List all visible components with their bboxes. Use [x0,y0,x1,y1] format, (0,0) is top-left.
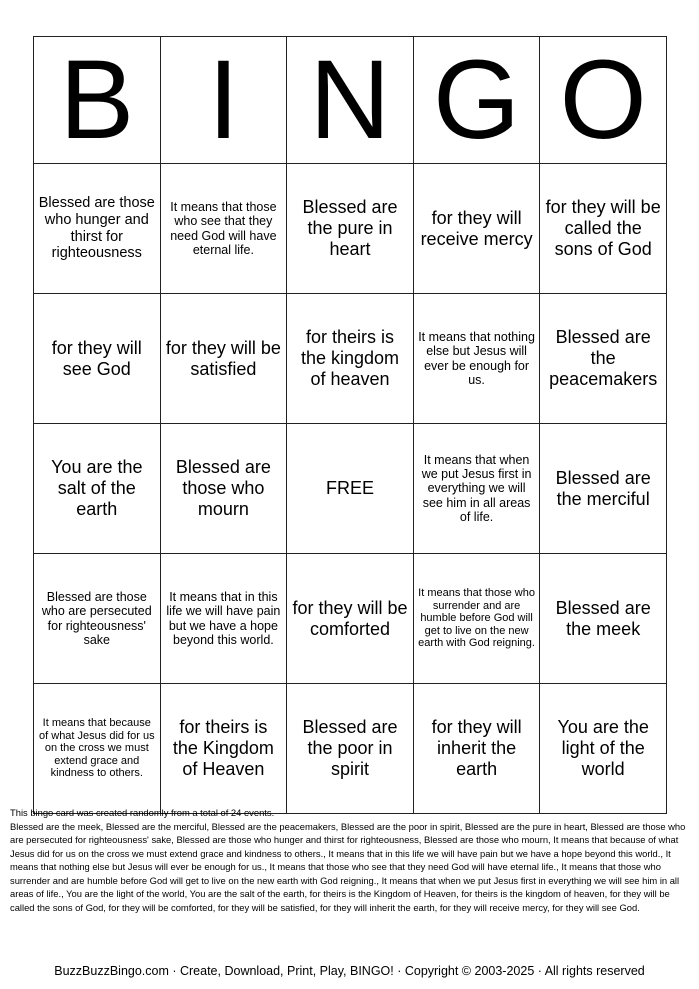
card-cell: Blessed are the merciful [540,424,667,554]
info-event-list: Blessed are the meek, Blessed are the merciful, Blessed are the peacemakers, Blessed are the poor in spirit, Blessed are the pure in heart, Blessed are those who are persecuted for righteousness' sake, Blessed are those who hunger and thirst for righteousness, Blessed are those who mourn, It means that because of what Jesus did for us on the cross we must extend grace and kindness to others., It means that in this life we will have pain but we have a hope beyond this world., It means that nothing else but Jesus will ever be enough for us., It means that those who see that they need God will have eternal life., It means that those who surrender and are humble before God will get to live on the new earth with God reigning., It means that when we put Jesus first in everything we will see him in all areas of life., You are the light of the world, You are the salt of the earth, for theirs is the Kingdom of Heaven, for theirs is the kingdom of heaven, for they will be called the sons of God, for they will be comforted, for they will be satisfied, for they will inherit the earth, for they will receive mercy, for they will see God. [10,820,686,913]
header-letter-g: G [413,37,540,164]
card-cell: for they will be comforted [287,554,414,684]
header-letter-n: N [287,37,414,164]
info-summary: This bingo card was created randomly from a total of 24 events. [10,807,275,818]
header-letter-i: I [160,37,287,164]
card-info [10,806,690,914]
card-cell: Blessed are those who mourn [160,424,287,554]
card-cell: Blessed are the poor in spirit [287,684,414,814]
card-cell: for theirs is the kingdom of heaven [287,294,414,424]
card-cell: It means that when we put Jesus first in everything we will see him in all areas of life. [413,424,540,554]
card-cell: It means that those who surrender and are humble before God will get to live on the new earth with God reigning. [413,554,540,684]
card-cell: for they will receive mercy [413,164,540,294]
card-cell: Blessed are those who are persecuted for righteousness' sake [34,554,161,684]
card-cell: Blessed are the pure in heart [287,164,414,294]
card-cell: You are the salt of the earth [34,424,161,554]
card-cell: It means that in this life we will have pain but we have a hope beyond this world. [160,554,287,684]
card-cell: for they will be satisfied [160,294,287,424]
bingo-card [33,36,667,814]
header-letter-o: O [540,37,667,164]
card-cell: for they will inherit the earth [413,684,540,814]
card-row [34,294,667,424]
card-row [34,554,667,684]
card-cell: It means that because of what Jesus did for us on the cross we must extend grace and kindness to others. [34,684,161,814]
free-space-cell: FREE [287,424,414,554]
card-cell: for theirs is the Kingdom of Heaven [160,684,287,814]
header-row [34,37,667,164]
card-cell: It means that those who see that they need God will have eternal life. [160,164,287,294]
card-cell: Blessed are the meek [540,554,667,684]
card-cell: Blessed are the peacemakers [540,294,667,424]
card-row [34,424,667,554]
card-cell: It means that nothing else but Jesus will ever be enough for us. [413,294,540,424]
card-cell: for they will see God [34,294,161,424]
card-cell: You are the light of the world [540,684,667,814]
card-row [34,684,667,814]
card-row [34,164,667,294]
card-cell: for they will be called the sons of God [540,164,667,294]
footer-copyright: BuzzBuzzBingo.com · Create, Download, Print, Play, BINGO! · Copyright © 2003-2025 · All rights reserved [54,964,645,978]
card-cell: Blessed are those who hunger and thirst for righteousness [34,164,161,294]
header-letter-b: B [34,37,161,164]
